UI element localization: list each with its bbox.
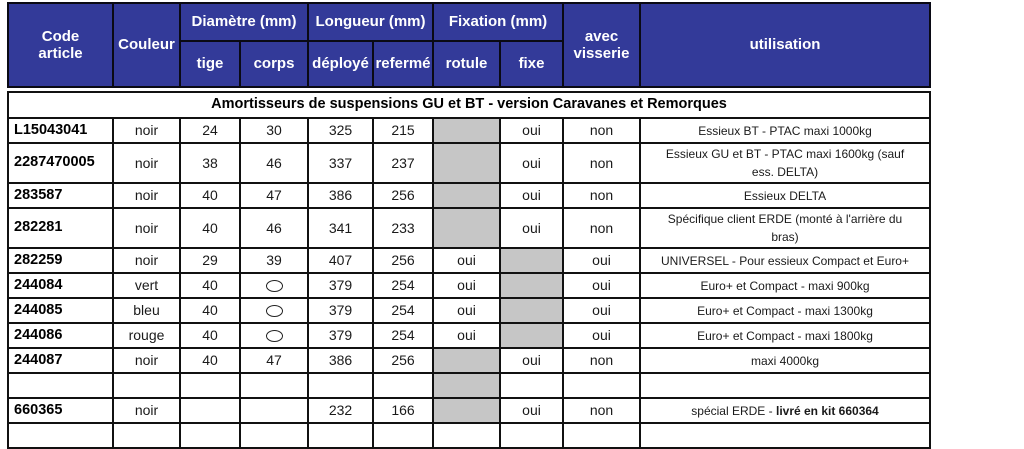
header-utilisation: utilisation [640,3,930,87]
cell-referme: 254 [373,323,433,348]
cell-referme [373,423,433,448]
cell-utilisation: maxi 4000kg [640,348,930,373]
cell-utilisation [640,423,930,448]
cell-rotule [433,423,500,448]
cell-deploye [308,423,373,448]
cell-utilisation: Essieux BT - PTAC maxi 1000kg [640,118,930,143]
cell-rotule: oui [433,273,500,298]
cell-rotule [433,183,500,208]
cell-fixe [500,248,563,273]
cell-tige: 40 [180,273,240,298]
cell-code: L15043041 [8,118,113,143]
cell-utilisation: spécial ERDE - livré en kit 660364 [640,398,930,423]
cell-corps: 47 [240,348,308,373]
cell-tige [180,373,240,398]
cell-utilisation: Euro+ et Compact - maxi 1300kg [640,298,930,323]
cell-code: 282281 [8,208,113,248]
cell-fixe [500,423,563,448]
header-diametre: Diamètre (mm) [180,3,308,41]
cell-tige: 40 [180,208,240,248]
oval-section-icon [266,305,283,317]
cell-corps [240,273,308,298]
cell-deploye: 325 [308,118,373,143]
cell-visserie [563,423,640,448]
cell-visserie: non [563,118,640,143]
cell-corps: 47 [240,183,308,208]
cell-visserie: non [563,348,640,373]
cell-utilisation [640,373,930,398]
cell-rotule [433,398,500,423]
cell-utilisation: Essieux DELTA [640,183,930,208]
header-fixe: fixe [500,41,563,87]
cell-utilisation: Euro+ et Compact - maxi 1800kg [640,323,930,348]
cell-visserie: non [563,398,640,423]
cell-tige: 40 [180,183,240,208]
header-code-article: Code article [8,3,113,87]
cell-tige: 38 [180,143,240,183]
cell-couleur: bleu [113,298,180,323]
table-row [8,323,930,348]
cell-referme: 254 [373,298,433,323]
cell-utilisation: UNIVERSEL - Pour essieux Compact et Euro+ [640,248,930,273]
header-rotule: rotule [433,41,500,87]
cell-utilisation: Euro+ et Compact - maxi 900kg [640,273,930,298]
cell-tige: 40 [180,348,240,373]
cell-utilisation: Essieux GU et BT - PTAC maxi 1600kg (sauf ess. DELTA) [640,143,930,183]
table-row [8,118,930,143]
cell-corps: 46 [240,208,308,248]
cell-referme [373,373,433,398]
table-row [8,423,930,448]
cell-deploye: 379 [308,298,373,323]
cell-deploye: 379 [308,323,373,348]
cell-fixe [500,373,563,398]
table-row [8,373,930,398]
cell-corps [240,298,308,323]
table-row [8,398,930,423]
cell-rotule: oui [433,248,500,273]
table-row [8,348,930,373]
section-row [8,92,930,118]
cell-corps [240,373,308,398]
table-row [8,143,930,183]
cell-rotule: oui [433,323,500,348]
cell-referme: 237 [373,143,433,183]
cell-code [8,373,113,398]
header-referme: refermé [373,41,433,87]
cell-rotule: oui [433,298,500,323]
cell-code: 244087 [8,348,113,373]
header-corps: corps [240,41,308,87]
cell-fixe: oui [500,118,563,143]
cell-corps [240,323,308,348]
cell-couleur: noir [113,183,180,208]
cell-fixe: oui [500,183,563,208]
cell-fixe [500,323,563,348]
table-header [7,2,931,88]
cell-fixe: oui [500,348,563,373]
cell-deploye: 386 [308,348,373,373]
cell-code [8,423,113,448]
header-couleur: Couleur [113,3,180,87]
cell-couleur: vert [113,273,180,298]
cell-couleur: noir [113,348,180,373]
cell-couleur: noir [113,118,180,143]
table-row [8,183,930,208]
cell-rotule [433,373,500,398]
cell-fixe: oui [500,208,563,248]
cell-tige [180,423,240,448]
table-row [8,208,930,248]
cell-fixe [500,298,563,323]
cell-rotule [433,143,500,183]
cell-tige: 40 [180,298,240,323]
header-deploye: déployé [308,41,373,87]
cell-visserie: oui [563,248,640,273]
cell-couleur: noir [113,248,180,273]
cell-tige: 40 [180,323,240,348]
header-tige: tige [180,41,240,87]
cell-corps [240,423,308,448]
cell-referme: 256 [373,248,433,273]
cell-fixe [500,273,563,298]
cell-rotule [433,118,500,143]
section-title: Amortisseurs de suspensions GU et BT - version Caravanes et Remorques [8,92,930,118]
cell-visserie: oui [563,298,640,323]
cell-corps: 39 [240,248,308,273]
cell-tige: 29 [180,248,240,273]
cell-code: 282259 [8,248,113,273]
cell-referme: 256 [373,348,433,373]
cell-referme: 233 [373,208,433,248]
cell-visserie [563,373,640,398]
cell-referme: 254 [373,273,433,298]
cell-couleur: noir [113,143,180,183]
header-fixation: Fixation (mm) [433,3,563,41]
cell-utilisation: Spécifique client ERDE (monté à l'arrière du bras) [640,208,930,248]
cell-corps: 46 [240,143,308,183]
cell-code: 2287470005 [8,143,113,183]
cell-tige: 24 [180,118,240,143]
cell-corps [240,398,308,423]
cell-referme: 166 [373,398,433,423]
cell-visserie: oui [563,323,640,348]
product-table-sheet [7,2,929,449]
cell-rotule [433,348,500,373]
cell-tige [180,398,240,423]
oval-section-icon [266,280,283,292]
table-row [8,298,930,323]
cell-referme: 215 [373,118,433,143]
table-row [8,273,930,298]
oval-section-icon [266,330,283,342]
cell-deploye: 341 [308,208,373,248]
data-table [7,91,931,449]
cell-corps: 30 [240,118,308,143]
cell-code: 244084 [8,273,113,298]
cell-couleur: noir [113,208,180,248]
cell-deploye: 407 [308,248,373,273]
cell-couleur: rouge [113,323,180,348]
cell-couleur [113,373,180,398]
cell-fixe: oui [500,398,563,423]
cell-code: 244086 [8,323,113,348]
cell-couleur: noir [113,398,180,423]
cell-visserie: non [563,143,640,183]
cell-couleur [113,423,180,448]
cell-visserie: non [563,208,640,248]
utilisation-bold-text: livré en kit 660364 [775,403,879,418]
cell-deploye [308,373,373,398]
cell-referme: 256 [373,183,433,208]
table-row [8,248,930,273]
cell-code: 244085 [8,298,113,323]
header-avec-visserie: avec visserie [563,3,640,87]
cell-fixe: oui [500,143,563,183]
cell-deploye: 337 [308,143,373,183]
cell-code: 660365 [8,398,113,423]
cell-visserie: oui [563,273,640,298]
cell-deploye: 386 [308,183,373,208]
cell-deploye: 379 [308,273,373,298]
cell-rotule [433,208,500,248]
cell-deploye: 232 [308,398,373,423]
cell-code: 283587 [8,183,113,208]
header-longueur: Longueur (mm) [308,3,433,41]
table-body [8,92,930,448]
cell-visserie: non [563,183,640,208]
